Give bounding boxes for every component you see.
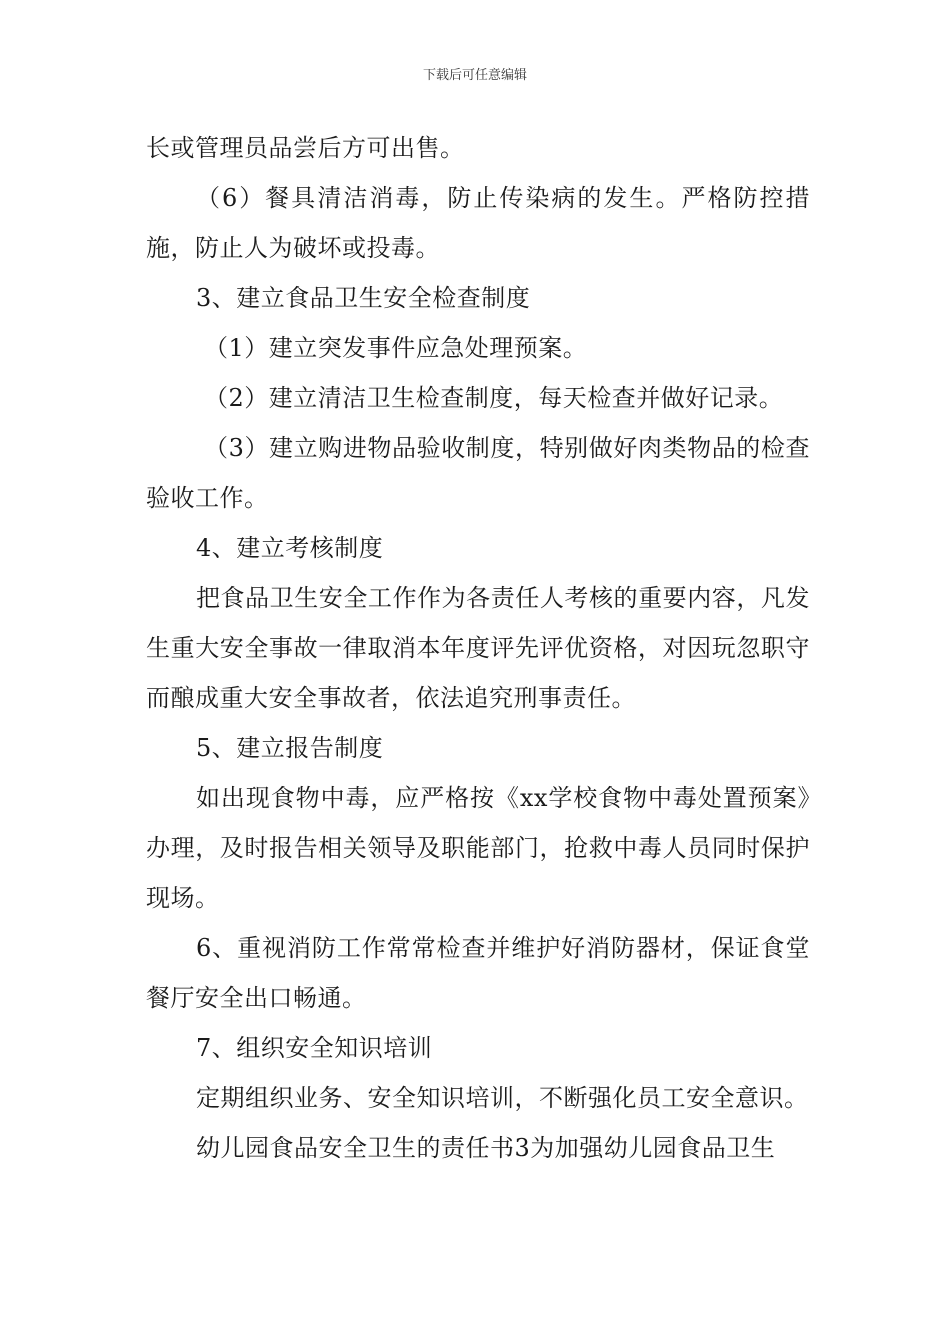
paragraph-item-3: （3）建立购进物品验收制度，特别做好肉类物品的检查验收工作。 — [146, 434, 810, 512]
section-heading-7: 7、组织安全知识培训 — [196, 1034, 433, 1062]
paragraph-item-1: （1）建立突发事件应急处理预案。 — [204, 334, 588, 362]
paragraph-reporting: 如出现食物中毒，应严格按《xx学校食物中毒处置预案》办理，及时报告相关领导及职能部门，抢救中毒人员同时保护现场。 — [146, 784, 810, 912]
section-heading-4: 4、建立考核制度 — [196, 534, 384, 562]
paragraph-item-6: （6）餐具清洁消毒，防止传染病的发生。严格防控措施，防止人为破坏或投毒。 — [146, 184, 810, 262]
document-body — [146, 123, 810, 1173]
page-header-note: 下载后可任意编辑 — [422, 68, 527, 83]
paragraph-item-2: （2）建立清洁卫生检查制度，每天检查并做好记录。 — [204, 384, 784, 412]
section-heading-3: 3、建立食品卫生安全检查制度 — [196, 284, 531, 312]
section-heading-6: 6、重视消防工作常常检查并维护好消防器材，保证食堂餐厅安全出口畅通。 — [146, 934, 810, 1012]
paragraph-continuation: 长或管理员品尝后方可出售。 — [146, 134, 465, 162]
paragraph-training: 定期组织业务、安全知识培训，不断强化员工安全意识。 — [196, 1084, 809, 1112]
paragraph-assessment: 把食品卫生安全工作作为各责任人考核的重要内容，凡发生重大安全事故一律取消本年度评先评优资格，对因玩忽职守而酿成重大安全事故者，依法追究刑事责任。 — [146, 584, 810, 712]
paragraph-responsibility-3: 幼儿园食品安全卫生的责任书3为加强幼儿园食品卫生 — [196, 1134, 776, 1162]
section-heading-5: 5、建立报告制度 — [196, 734, 384, 762]
